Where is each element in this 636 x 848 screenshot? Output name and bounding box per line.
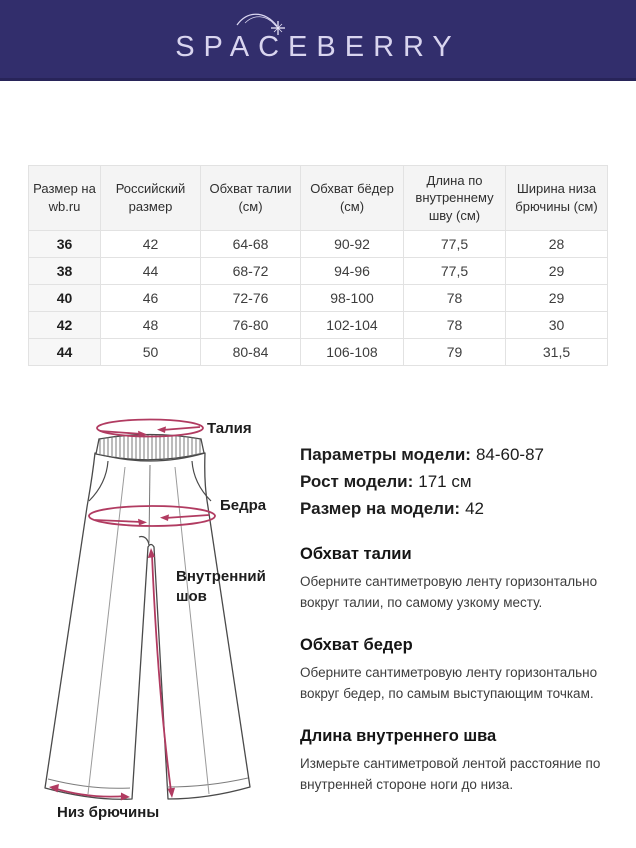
table-cell: 50 (101, 339, 201, 366)
table-cell: 38 (29, 258, 101, 285)
table-cell: 44 (101, 258, 201, 285)
section-title: Обхват бедер (300, 636, 413, 654)
table-cell: 79 (404, 339, 506, 366)
table-cell: 30 (506, 312, 608, 339)
table-cell: 77,5 (404, 258, 506, 285)
section-title: Обхват талии (300, 545, 412, 563)
pants-figure (15, 395, 295, 848)
model-info-line (300, 495, 618, 522)
hips-label: Бедра (220, 497, 267, 514)
table-row (29, 312, 608, 339)
table-cell: 46 (101, 285, 201, 312)
table-cell: 44 (29, 339, 101, 366)
brand-header (0, 0, 636, 81)
table-cell: 76-80 (201, 312, 301, 339)
model-info-label: Размер на модели: (300, 499, 461, 518)
column-header: Российский размер (101, 166, 201, 231)
column-header: Обхват бёдер (см) (301, 166, 404, 231)
table-cell: 90-92 (301, 231, 404, 258)
table-cell: 28 (506, 231, 608, 258)
model-info-label: Рост модели: (300, 472, 414, 491)
brand-name: SPACEBERRY (175, 30, 461, 63)
table-cell: 40 (29, 285, 101, 312)
model-info-value: 42 (465, 499, 484, 518)
section-text: Оберните сантиметровую ленту горизонтально вокруг бедер, по самым выступающим точкам. (300, 665, 598, 701)
table-row (29, 339, 608, 366)
table-cell: 77,5 (404, 231, 506, 258)
model-info (300, 441, 618, 522)
model-info-value: 84-60-87 (475, 445, 545, 464)
column-header: Длина по внутреннему шву (см) (404, 166, 506, 231)
model-info-line (300, 441, 618, 468)
table-cell: 98-100 (301, 285, 404, 312)
table-row (29, 231, 608, 258)
size-table (28, 165, 607, 366)
table-cell: 36 (29, 231, 101, 258)
table-cell: 78 (404, 285, 506, 312)
pants-diagram (0, 395, 300, 848)
measure-section-waist (300, 545, 618, 613)
table-cell: 102-104 (301, 312, 404, 339)
measurement-info (300, 441, 618, 795)
waistband (96, 435, 204, 460)
table-cell: 80-84 (201, 339, 301, 366)
section-title: Длина внутреннего шва (300, 727, 497, 745)
table-cell: 106-108 (301, 339, 404, 366)
table-cell: 29 (506, 258, 608, 285)
column-header: Размер на wb.ru (29, 166, 101, 231)
measure-section-hips (300, 636, 618, 704)
column-header: Обхват талии (см) (201, 166, 301, 231)
hem-label: Низ брючины (57, 804, 160, 821)
model-info-value: 171 см (418, 472, 472, 491)
section-text: Измерьте сантиметровой лентой расстояние по внутренней стороне ноги до низа. (300, 756, 601, 792)
inseam-label: Внутренний шов (176, 568, 266, 606)
waist-label: Талия (207, 420, 252, 437)
model-info-label: Параметры модели: (300, 445, 471, 464)
table-cell: 64-68 (201, 231, 301, 258)
table-cell: 78 (404, 312, 506, 339)
section-text: Оберните сантиметровую ленту горизонтально вокруг талии, по самому узкому месту. (300, 574, 598, 610)
table-cell: 68-72 (201, 258, 301, 285)
table-cell: 29 (506, 285, 608, 312)
table-cell: 48 (101, 312, 201, 339)
table-cell: 31,5 (506, 339, 608, 366)
table-cell: 42 (101, 231, 201, 258)
table-cell: 94-96 (301, 258, 404, 285)
table-row (29, 258, 608, 285)
brand-logo (175, 15, 461, 64)
column-header: Ширина низа брючины (см) (506, 166, 608, 231)
measure-section-inseam (300, 727, 618, 795)
comet-star-icon (233, 5, 289, 41)
table-row (29, 285, 608, 312)
table-cell: 42 (29, 312, 101, 339)
model-info-line (300, 468, 618, 495)
table-cell: 72-76 (201, 285, 301, 312)
table-header-row (29, 166, 608, 231)
